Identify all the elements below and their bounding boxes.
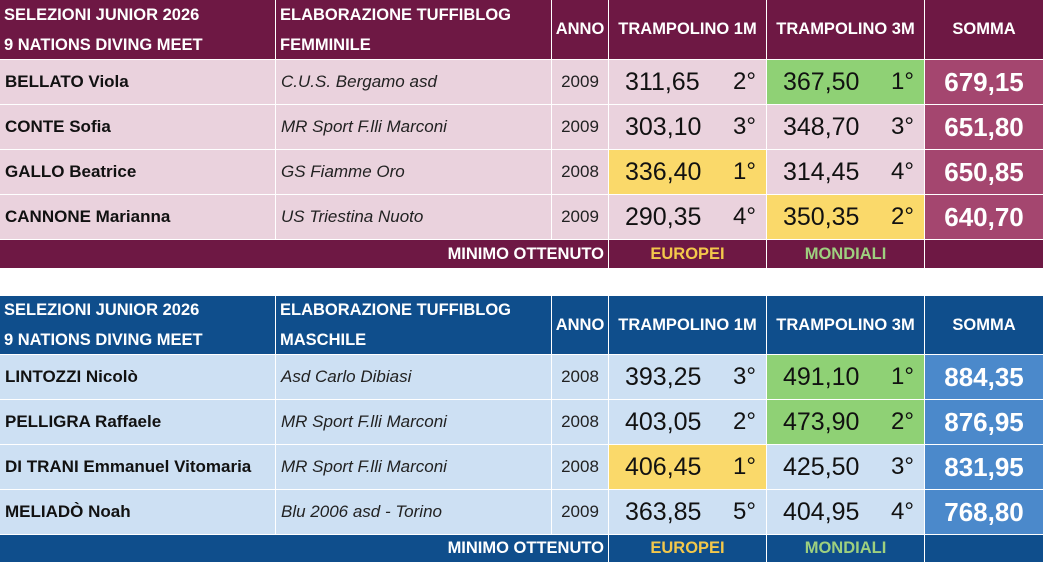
europei-legend: EUROPEI	[609, 535, 767, 563]
t3-rank: 3°	[891, 113, 914, 140]
source-label	[276, 296, 552, 355]
t3-result	[767, 355, 925, 400]
club-name: MR Sport F.lli Marconi	[276, 445, 552, 490]
t3-rank: 4°	[891, 158, 914, 185]
t1-rank: 4°	[733, 203, 756, 230]
minimum-achieved-label: MINIMO OTTENUTO	[0, 535, 609, 563]
athlete-name: CONTE Sofia	[0, 105, 276, 150]
female-results-table	[0, 0, 1044, 269]
t1-result	[609, 445, 767, 490]
birth-year: 2009	[552, 490, 609, 535]
total-score: 884,35	[925, 355, 1044, 400]
t1-score: 311,65	[625, 67, 700, 96]
t3-rank: 2°	[891, 408, 914, 435]
total-score: 640,70	[925, 195, 1044, 240]
club-name: GS Fiamme Oro	[276, 150, 552, 195]
title-line-2: 9 NATIONS DIVING MEET	[4, 331, 203, 349]
athlete-name: BELLATO Viola	[0, 60, 276, 105]
source-line-1: ELABORAZIONE TUFFIBLOG	[280, 5, 511, 24]
t3-result	[767, 490, 925, 535]
t3-score: 473,90	[783, 407, 860, 436]
club-name: Asd Carlo Dibiasi	[276, 355, 552, 400]
t1-result	[609, 60, 767, 105]
category-label: MASCHILE	[280, 331, 367, 349]
birth-year: 2008	[552, 445, 609, 490]
t1-result	[609, 105, 767, 150]
male-results-table	[0, 296, 1044, 563]
mondiali-legend: MONDIALI	[767, 240, 925, 269]
birth-year: 2009	[552, 105, 609, 150]
table-title	[0, 296, 276, 355]
t3-result	[767, 60, 925, 105]
t1-rank: 5°	[733, 498, 756, 525]
birth-year: 2008	[552, 400, 609, 445]
t1-score: 336,40	[625, 157, 702, 186]
t3-result	[767, 105, 925, 150]
t3-score: 348,70	[783, 112, 860, 141]
t1-score: 403,05	[625, 407, 702, 436]
t1-result	[609, 355, 767, 400]
t1-result	[609, 490, 767, 535]
t1-rank: 1°	[733, 453, 756, 480]
title-line-2: 9 NATIONS DIVING MEET	[4, 35, 203, 54]
footer-blank	[925, 240, 1044, 269]
event2-column-header: TRAMPOLINO 3M	[767, 296, 925, 355]
t1-rank: 2°	[733, 68, 756, 95]
club-name: Blu 2006 asd - Torino	[276, 490, 552, 535]
title-line-1: SELEZIONI JUNIOR 2026	[4, 5, 200, 24]
birth-year: 2009	[552, 60, 609, 105]
europei-legend: EUROPEI	[609, 240, 767, 269]
t3-rank: 1°	[891, 363, 914, 390]
t3-rank: 3°	[891, 453, 914, 480]
source-label	[276, 0, 552, 60]
t3-result	[767, 195, 925, 240]
t1-rank: 2°	[733, 408, 756, 435]
total-score: 651,80	[925, 105, 1044, 150]
t1-rank: 3°	[733, 363, 756, 390]
event2-column-header: TRAMPOLINO 3M	[767, 0, 925, 60]
total-column-header: SOMMA	[925, 296, 1044, 355]
birth-year: 2009	[552, 195, 609, 240]
t3-score: 425,50	[783, 452, 860, 481]
birth-year: 2008	[552, 355, 609, 400]
year-column-header: ANNO	[552, 0, 609, 60]
t3-score: 350,35	[783, 202, 860, 231]
birth-year: 2008	[552, 150, 609, 195]
t3-score: 491,10	[783, 362, 860, 391]
event1-column-header: TRAMPOLINO 1M	[609, 0, 767, 60]
t3-rank: 2°	[891, 203, 914, 230]
t3-score: 404,95	[783, 497, 860, 526]
t3-rank: 4°	[891, 498, 914, 525]
club-name: MR Sport F.lli Marconi	[276, 400, 552, 445]
total-score: 831,95	[925, 445, 1044, 490]
t1-score: 393,25	[625, 362, 702, 391]
table-title	[0, 0, 276, 60]
t1-score: 406,45	[625, 452, 702, 481]
t1-result	[609, 195, 767, 240]
t1-result	[609, 400, 767, 445]
athlete-name: DI TRANI Emmanuel Vitomaria	[0, 445, 276, 490]
t3-result	[767, 150, 925, 195]
club-name: C.U.S. Bergamo asd	[276, 60, 552, 105]
athlete-name: PELLIGRA Raffaele	[0, 400, 276, 445]
t3-result	[767, 400, 925, 445]
year-column-header: ANNO	[552, 296, 609, 355]
t1-score: 363,85	[625, 497, 702, 526]
total-score: 768,80	[925, 490, 1044, 535]
category-label: FEMMINILE	[280, 35, 371, 54]
athlete-name: GALLO Beatrice	[0, 150, 276, 195]
t1-score: 290,35	[625, 202, 702, 231]
total-score: 679,15	[925, 60, 1044, 105]
club-name: US Triestina Nuoto	[276, 195, 552, 240]
club-name: MR Sport F.lli Marconi	[276, 105, 552, 150]
total-score: 876,95	[925, 400, 1044, 445]
t3-score: 314,45	[783, 157, 860, 186]
title-line-1: SELEZIONI JUNIOR 2026	[4, 301, 200, 319]
t1-result	[609, 150, 767, 195]
total-score: 650,85	[925, 150, 1044, 195]
t3-rank: 1°	[891, 68, 914, 95]
athlete-name: CANNONE Marianna	[0, 195, 276, 240]
t1-score: 303,10	[625, 112, 702, 141]
minimum-achieved-label: MINIMO OTTENUTO	[0, 240, 609, 269]
mondiali-legend: MONDIALI	[767, 535, 925, 563]
t1-rank: 1°	[733, 158, 756, 185]
athlete-name: LINTOZZI Nicolò	[0, 355, 276, 400]
event1-column-header: TRAMPOLINO 1M	[609, 296, 767, 355]
t3-score: 367,50	[783, 67, 860, 96]
t3-result	[767, 445, 925, 490]
t1-rank: 3°	[733, 113, 756, 140]
athlete-name: MELIADÒ Noah	[0, 490, 276, 535]
source-line-1: ELABORAZIONE TUFFIBLOG	[280, 301, 511, 319]
total-column-header: SOMMA	[925, 0, 1044, 60]
footer-blank	[925, 535, 1044, 563]
